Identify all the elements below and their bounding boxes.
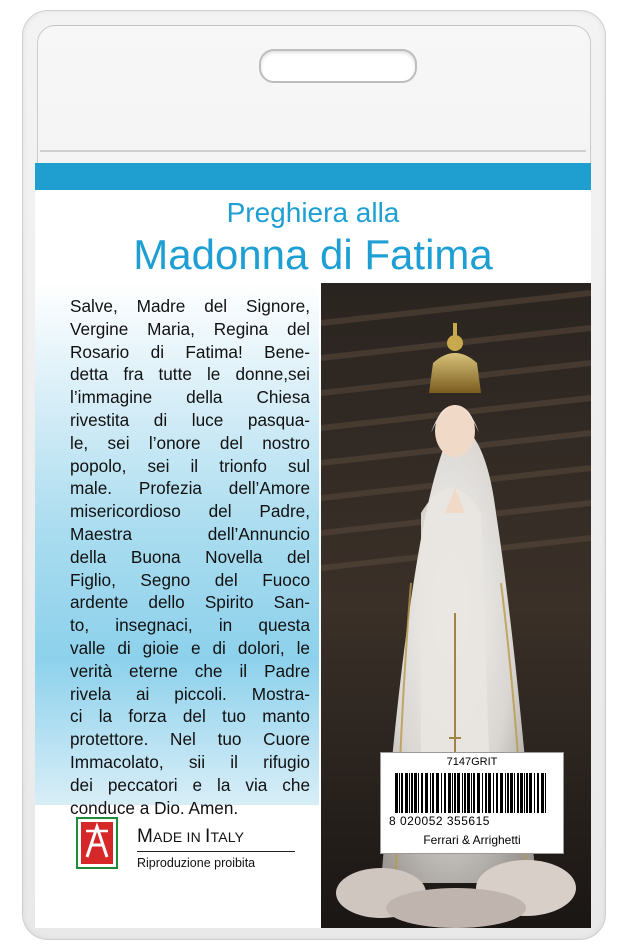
prayer-line: rivela ai piccoli. Mostra- <box>70 683 310 704</box>
prayer-line: detta fra tutte le donne,sei <box>70 364 310 385</box>
prayer-line: conduce a Dio. Amen. <box>70 797 239 818</box>
company-logo <box>76 817 118 869</box>
prayer-line: dei peccatori e la via che <box>70 774 310 795</box>
prayer-line: ardente dello Spirito San- <box>70 592 310 613</box>
prayer-line: l’immagine della Chiesa <box>70 387 310 408</box>
prayer-line: le, sei l’onore del nostro <box>70 432 310 453</box>
hang-hole <box>259 49 417 83</box>
barcode-label <box>380 752 564 854</box>
prayer-card <box>35 163 591 928</box>
blister-seam <box>40 150 586 152</box>
prayer-line: Rosario di Fatima! Bene- <box>70 341 310 362</box>
prayer-line: popolo, sei il trionfo sul <box>70 455 310 476</box>
prayer-line: Maestra dell’Annuncio <box>70 523 310 544</box>
brand-name: Ferrari & Arrighetti <box>423 833 521 847</box>
prayer-line: ci la forza del tuo manto <box>70 706 310 727</box>
product-code: 7147GRIT <box>446 756 498 768</box>
prayer-line: valle di gioie e di dolori, le <box>70 637 310 658</box>
prayer-line: Figlio, Segno del Fuoco <box>70 569 310 590</box>
prayer-line: verità eterne che il Padre <box>70 660 310 681</box>
prayer-line: rivestita di luce pasqua- <box>70 409 310 430</box>
prayer-text <box>70 295 310 819</box>
title-line-1: Preghiera alla <box>226 197 400 228</box>
barcode-bars <box>395 773 549 813</box>
top-blue-bar <box>35 163 591 190</box>
reproduction-notice: Riproduzione proibita <box>137 856 256 870</box>
prayer-line: misericordioso del Padre, <box>70 501 310 522</box>
made-in-italy: MADE IN ITALY <box>137 826 245 847</box>
title-line-2: Madonna di Fatima <box>133 231 493 278</box>
prayer-line: Salve, Madre del Signore, <box>70 296 310 316</box>
prayer-line: Vergine Maria, Regina del <box>70 318 310 339</box>
made-divider <box>137 851 295 852</box>
prayer-line: Immacolato, sii il rifugio <box>70 751 310 772</box>
prayer-line: protettore. Nel tuo Cuore <box>70 729 310 750</box>
prayer-line: to, insegnaci, in questa <box>70 615 310 636</box>
prayer-line: male. Profezia dell’Amore <box>70 478 310 499</box>
barcode-digits: 8 020052 355615 <box>389 814 490 828</box>
prayer-panel <box>35 283 319 818</box>
prayer-line: della Buona Novella del <box>70 546 310 567</box>
